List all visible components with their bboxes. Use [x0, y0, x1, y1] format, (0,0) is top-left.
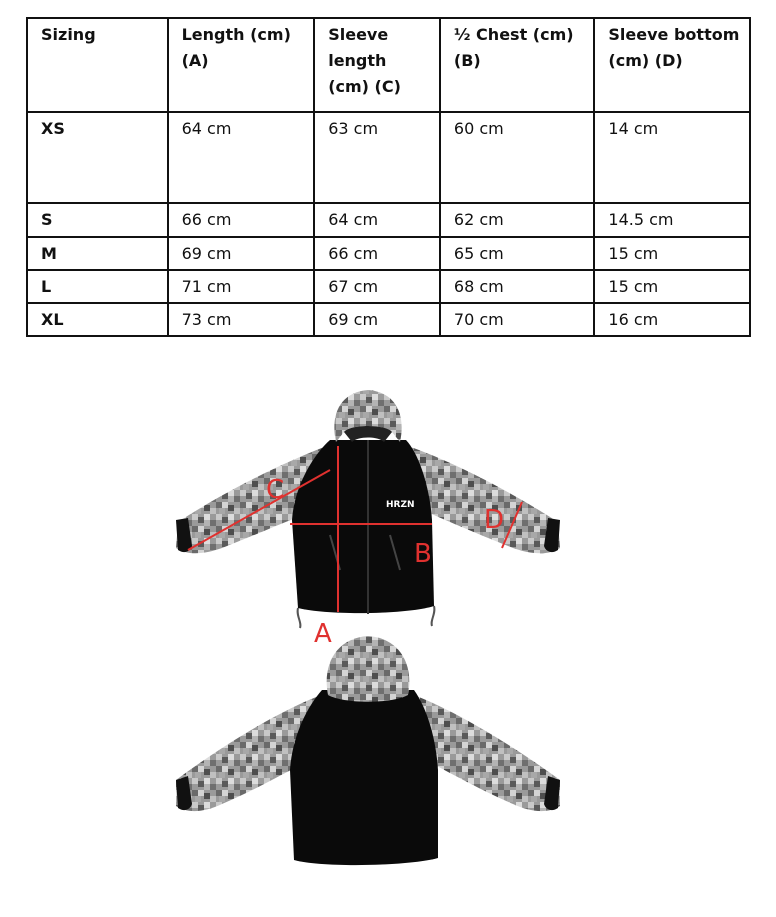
- label-a: A: [314, 619, 332, 649]
- logo-text: HRZN: [386, 500, 415, 510]
- size-label: M: [27, 237, 168, 270]
- cell-sleeve-length: 63 cm: [314, 112, 440, 203]
- size-label: L: [27, 270, 168, 303]
- cell-sleeve-length: 67 cm: [314, 270, 440, 303]
- size-chart-table: [26, 17, 751, 337]
- jacket-diagram: [0, 370, 776, 900]
- cell-sleeve-length: 69 cm: [314, 303, 440, 336]
- cell-length: 66 cm: [168, 203, 315, 237]
- header-sleeve-bottom: Sleeve bottom (cm) (D): [594, 18, 750, 112]
- cell-length: 71 cm: [168, 270, 315, 303]
- header-sleeve-length: Sleeve length (cm) (C): [314, 18, 440, 112]
- table-row: [27, 237, 750, 270]
- label-b: B: [414, 539, 432, 569]
- hood-opening: [344, 426, 392, 442]
- size-label: S: [27, 203, 168, 237]
- back-body: [290, 690, 438, 865]
- cell-half-chest: 60 cm: [440, 112, 594, 203]
- front-body: [292, 440, 434, 613]
- table-row: [27, 203, 750, 237]
- table-row: [27, 303, 750, 336]
- cell-half-chest: 70 cm: [440, 303, 594, 336]
- cell-length: 69 cm: [168, 237, 315, 270]
- cell-sleeve-bottom: 14.5 cm: [594, 203, 750, 237]
- cell-length: 73 cm: [168, 303, 315, 336]
- cell-sleeve-bottom: 16 cm: [594, 303, 750, 336]
- table-row: [27, 112, 750, 203]
- cell-half-chest: 68 cm: [440, 270, 594, 303]
- size-label: XL: [27, 303, 168, 336]
- label-c: C: [266, 475, 285, 505]
- header-sizing: Sizing: [27, 18, 168, 112]
- cell-sleeve-bottom: 15 cm: [594, 270, 750, 303]
- cell-sleeve-length: 66 cm: [314, 237, 440, 270]
- back-hood: [327, 636, 410, 702]
- cell-half-chest: 65 cm: [440, 237, 594, 270]
- header-length: Length (cm) (A): [168, 18, 315, 112]
- cell-sleeve-length: 64 cm: [314, 203, 440, 237]
- cell-half-chest: 62 cm: [440, 203, 594, 237]
- cell-sleeve-bottom: 14 cm: [594, 112, 750, 203]
- jacket-back: [176, 636, 560, 865]
- cell-sleeve-bottom: 15 cm: [594, 237, 750, 270]
- size-label: XS: [27, 112, 168, 203]
- cell-length: 64 cm: [168, 112, 315, 203]
- table-row: [27, 270, 750, 303]
- header-half-chest: ½ Chest (cm) (B): [440, 18, 594, 112]
- label-d: D: [484, 505, 505, 535]
- table-header-row: [27, 18, 750, 112]
